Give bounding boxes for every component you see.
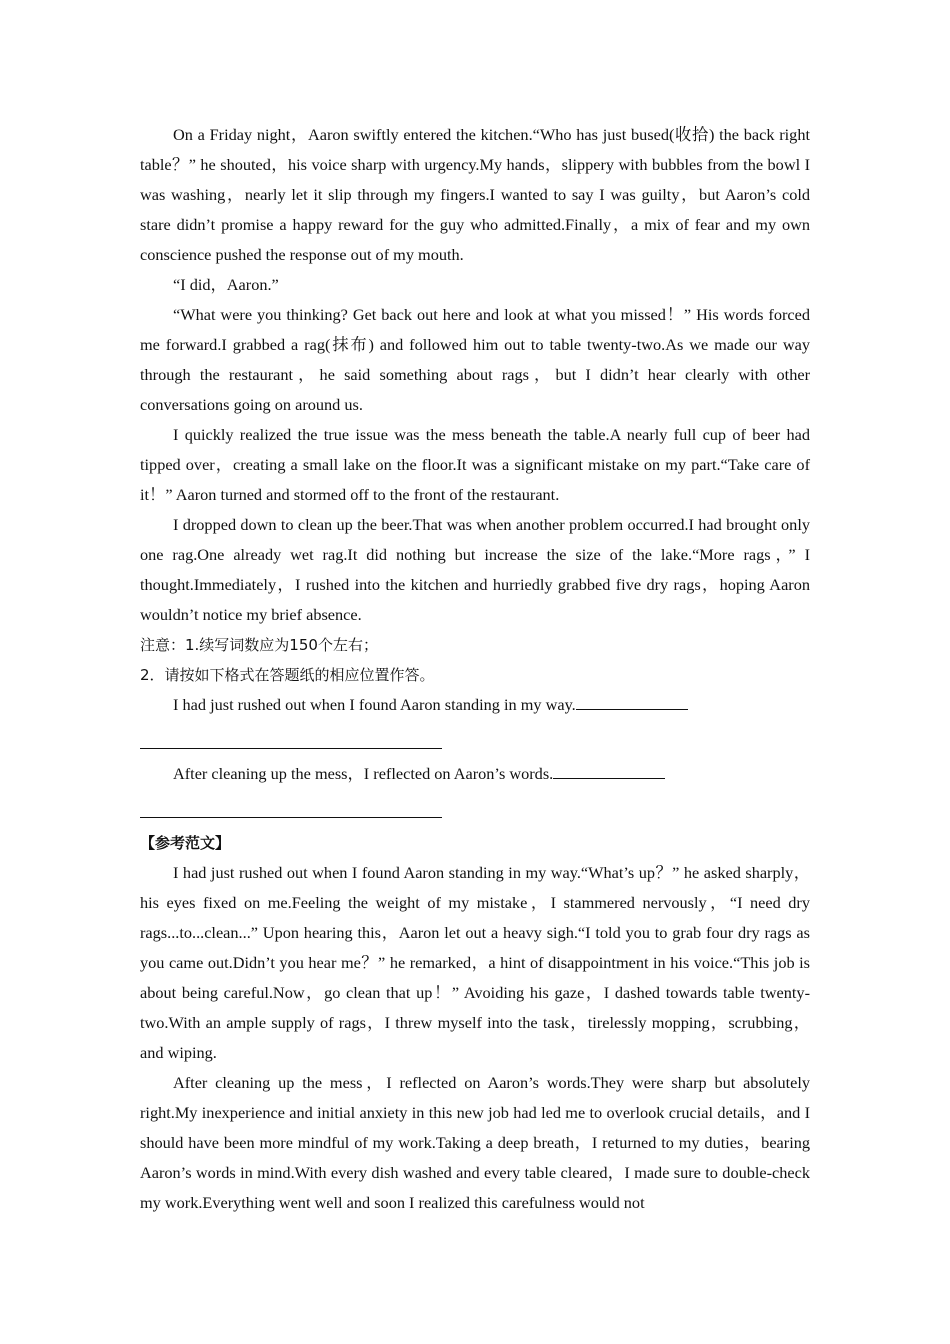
story-paragraph: “What were you thinking? Get back out here and look at what you missed！” His words forced me forward.I grabbed a rag(抹布) and followed him out to table twenty-two.As we made our way through the restaurant，he said something about rags，but I didn’t hear clearly with other conversations going on around us. (140, 305, 810, 414)
prompt-text: After cleaning up the mess，I reflected on Aaron’s words. (173, 764, 554, 783)
answer-blank[interactable] (576, 691, 688, 710)
reference-heading: 【参考范文】 (140, 834, 231, 852)
answer-line[interactable] (140, 789, 442, 818)
prompt-text: I had just rushed out when I found Aaron standing in my way. (173, 695, 576, 714)
document-page (140, 120, 810, 1218)
answer-line[interactable] (140, 720, 442, 749)
story-paragraph: “I did，Aaron.” (173, 275, 279, 294)
story-paragraph: I quickly realized the true issue was the mess beneath the table.A nearly full cup of beer had tipped over，creating a small lake on the floor.It was a significant mistake on my part.“Take care of it！” Aaron turned and stormed off to the front of the restaurant. (140, 425, 810, 504)
instruction-note: 注意：1.续写词数应为150个左右； (140, 636, 378, 654)
instruction-note: 2．请按如下格式在答题纸的相应位置作答。 (140, 666, 435, 684)
reference-paragraph: After cleaning up the mess，I reflected on Aaron’s words.They were sharp but absolutely right.My inexperience and initial anxiety in this new job had led me to overlook crucial details，and I should have been more mindful of my work.Taking a deep breath，I returned to my duties，bearing Aaron’s words in mind.With every dish washed and every table cleared，I made sure to double-check my work.Everything went well and soon I realized this carefulness would not (140, 1073, 810, 1212)
continuation-prompt (140, 690, 810, 720)
continuation-prompt (140, 759, 810, 789)
story-paragraph: On a Friday night，Aaron swiftly entered the kitchen.“Who has just bused(收拾) the back right table？” he shouted，his voice sharp with urgency.My hands，slippery with bubbles from the bowl I was washing，nearly let it slip through my fingers.I wanted to say I was guilty，but Aaron’s cold stare didn’t promise a happy reward for the guy who admitted.Finally，a mix of fear and my own conscience pushed the response out of my mouth. (140, 125, 810, 264)
reference-paragraph: I had just rushed out when I found Aaron standing in my way.“What’s up？” he asked sharply，his eyes fixed on me.Feeling the weight of my mistake，I stammered nervously，“I need dry rags...to...clean...” Upon hearing this，Aaron let out a heavy sigh.“I told you to grab four dry rags as you came out.Didn’t you hear me？” he remarked，a hint of disappointment in his voice.“This job is about being careful.Now，go clean that up！” Avoiding his gaze，I dashed towards table twenty-two.With an ample supply of rags，I threw myself into the task，tirelessly mopping，scrubbing，and wiping. (140, 863, 810, 1062)
story-paragraph: I dropped down to clean up the beer.That was when another problem occurred.I had brought only one rag.One already wet rag.It did nothing but increase the size of the lake.“More rags，” I thought.Immediately，I rushed into the kitchen and hurriedly grabbed five dry rags，hoping Aaron wouldn’t notice my brief absence. (140, 515, 810, 624)
answer-blank[interactable] (553, 760, 665, 779)
